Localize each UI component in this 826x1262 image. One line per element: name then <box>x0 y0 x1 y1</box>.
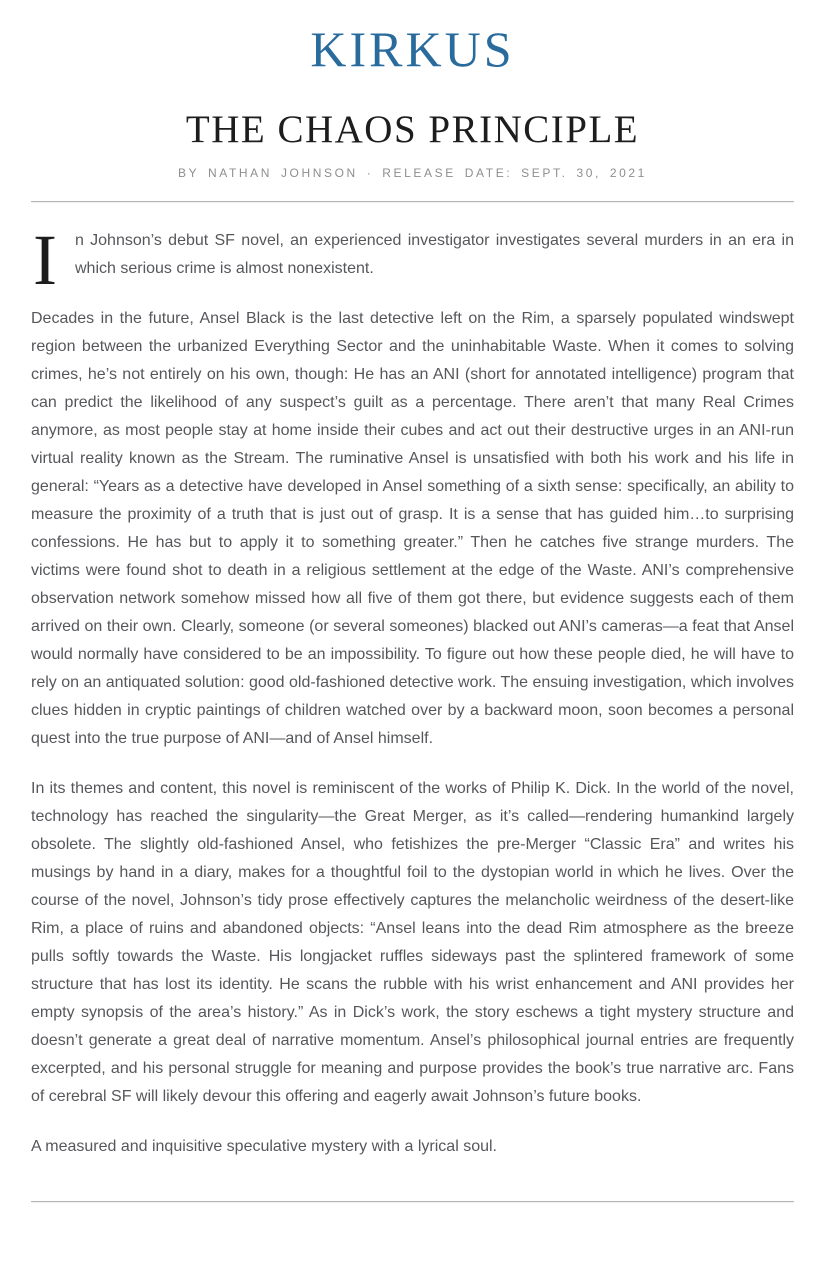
byline: BY NATHAN JOHNSON · RELEASE DATE: SEPT. 30, 2021 <box>178 165 647 180</box>
footer-divider <box>31 1201 794 1202</box>
review-verdict: A measured and inquisitive speculative mystery with a lyrical soul. <box>31 1137 497 1155</box>
lede-text: n Johnson’s debut SF novel, an experienced investigator investigates several murders in an era in which serious crime is almost nonexistent. <box>74 231 794 277</box>
kirkus-logo[interactable]: KIRKUS <box>310 21 515 77</box>
lede-paragraph <box>31 219 794 300</box>
review-paragraph-2: In its themes and content, this novel is reminiscent of the works of Philip K. Dick. In the world of the novel, technology has reached the singularity—the Great Merger, as it’s called—rendering humankind largely obsolete. The slightly old-fashioned Ansel, who fetishizes the pre-Merger “Classic Era” and writes his musings by hand in a diary, makes for a thoughtful foil to the dystopian world in which he lives. Over the course of the novel, Johnson’s tidy prose effectively captures the melancholic weirdness of the desert-like Rim, a place of ruins and abandoned objects: “Ansel leans into the dead Rim atmosphere as the breeze pulls softly towards the Waste. His longjacket ruffles sideways past the splintered framework of some structure that has lost its identity. He scans the rubble with his wrist enhancement and ANI provides her empty synopsis of the area’s history.” As in Dick’s work, the story eschews a tight mystery structure and doesn’t generate a great deal of narrative momentum. Ansel’s philosophical journal entries are frequently excerpted, and his personal struggle for meaning and purpose provides the book’s true narrative arc. Fans of cerebral SF will likely devour this offering and eagerly await Johnson’s future books. <box>31 779 794 1105</box>
site-header <box>31 21 794 77</box>
drop-cap: I <box>33 219 57 300</box>
header-divider <box>31 201 794 202</box>
review-paragraph-1: Decades in the future, Ansel Black is the last detective left on the Rim, a sparsely populated windswept region between the urbanized Everything Sector and the uninhabitable Waste. When it comes to solving crimes, he’s not entirely on his own, though: He has an ANI (short for annotated intelligence) program that can predict the likelihood of any suspect’s guilt as a percentage. There aren’t that many Real Crimes anymore, as most people stay at home inside their cubes and act out their destructive urges in an ANI-run virtual reality known as the Stream. The ruminative Ansel is unsatisfied with both his work and his life in general: “Years as a detective have developed in Ansel something of a sixth sense: specifically, an ability to measure the proximity of a truth that is just out of grasp. It is a sense that has guided him…to surprising confessions. He has but to apply it to something greater.” Then he catches five strange murders. The victims were found shot to death in a religious settlement at the edge of the Waste. ANI’s comprehensive observation network somehow missed how all five of them got there, but evidence suggests each of them arrived on their own. Clearly, someone (or several someones) blacked out ANI’s cameras—a feat that Ansel would normally have considered to be an impossibility. To figure out how these people died, he will have to rely on an antiquated solution: good old-fashioned detective work. The ensuing investigation, which involves clues hidden in cryptic paintings of children watched over by a backward moon, soon becomes a personal quest into the true purpose of ANI—and of Ansel himself. <box>31 309 794 747</box>
book-title: THE CHAOS PRINCIPLE <box>185 108 640 151</box>
review-body <box>31 219 794 1161</box>
